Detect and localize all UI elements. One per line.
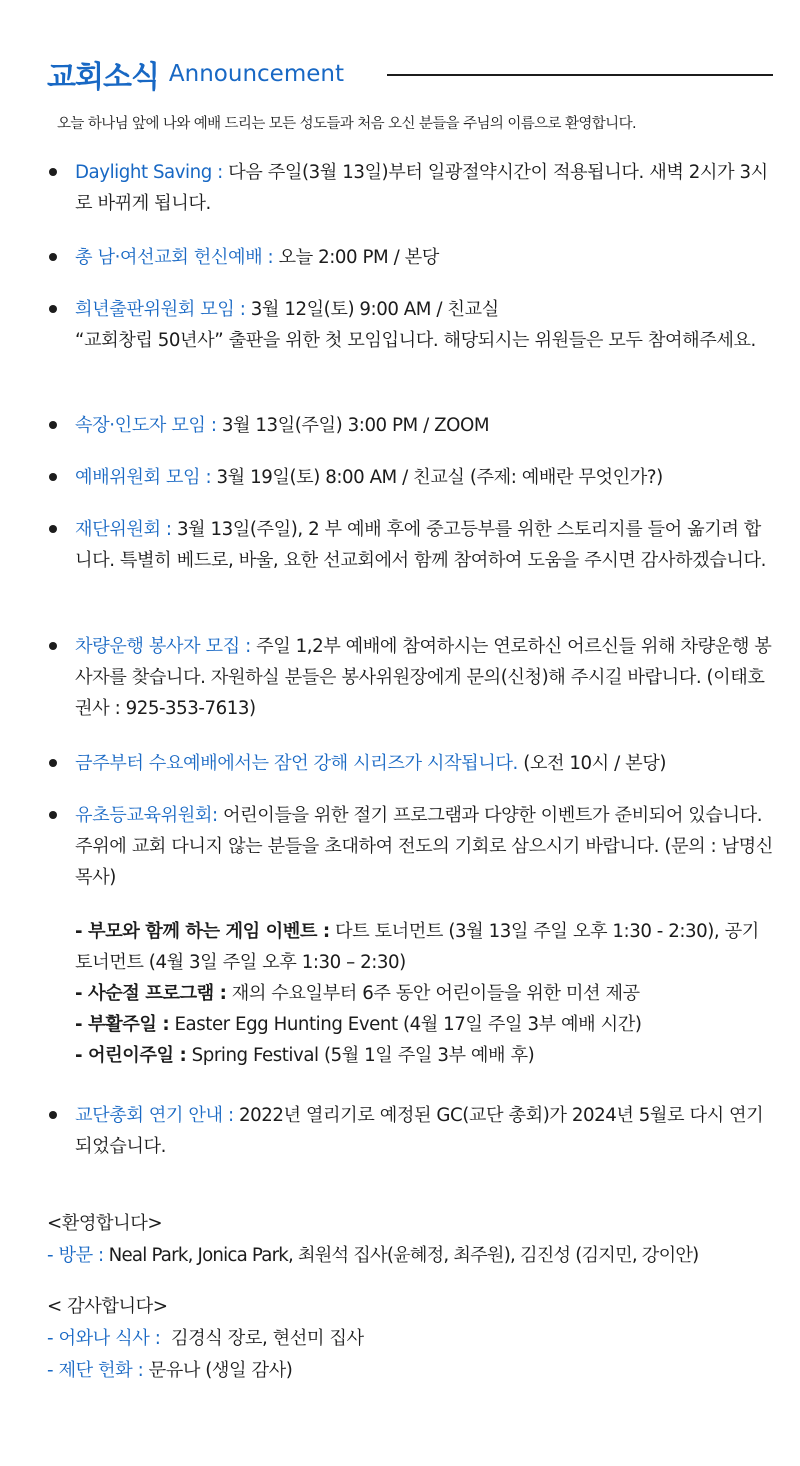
sub-item-label: - 부모와 함께 하는 게임 이벤트 : bbox=[75, 921, 330, 942]
announcement-item-driver-volunteers bbox=[75, 631, 775, 724]
item-label: 교단총회 연기 안내 : bbox=[75, 1105, 234, 1126]
item-text: 다음 주일(3월 13일)부터 일광절약시간이 적용됩니다. 새벽 2시가 3시로 바뀌게 됩니다. bbox=[75, 162, 768, 214]
title-korean: 교회소식 bbox=[47, 60, 159, 95]
announcement-item-general-conference bbox=[75, 1100, 775, 1162]
thanks-heading: < 감사합니다> bbox=[47, 1296, 168, 1317]
announcement-item-publication-committee bbox=[75, 294, 775, 356]
sub-item-text: 재의 수요일부터 6주 동안 어린이들을 위한 미션 제공 bbox=[226, 983, 640, 1004]
thanks-section bbox=[47, 1291, 787, 1387]
item-text: (오전 10시 / 본당) bbox=[517, 753, 666, 774]
sub-item-easter bbox=[75, 1009, 775, 1040]
welcome-heading: <환영합니다> bbox=[47, 1213, 163, 1234]
welcome-intro: 오늘 하나님 앞에 나와 예배 드리는 모든 성도들과 처음 오신 분들을 주님의 이름으로 환영합니다. bbox=[57, 116, 636, 132]
item-text: 3월 19일(토) 8:00 AM / 친교실 (주제: 예배란 무엇인가?) bbox=[211, 467, 663, 488]
item-text: 3월 13일(주일), 2 부 예배 후에 중고등부를 위한 스토리지를 들어 옮기려 합니다. 특별히 베드로, 바울, 요한 선교회에서 함께 참여하여 도움을 주시면 감사하겠습니다. bbox=[75, 519, 766, 571]
header-divider bbox=[387, 74, 773, 76]
item-text-detail: “교회창립 50년사” 출판을 위한 첫 모임입니다. 해당되시는 위원들은 모두 참여해주세요. bbox=[75, 330, 756, 351]
visitors-label: - 방문 : bbox=[47, 1245, 104, 1266]
item-text: 3월 13일(주일) 3:00 PM / ZOOM bbox=[216, 415, 490, 436]
flower-label: - 제단 헌화 : bbox=[47, 1360, 144, 1381]
item-text: 2022년 열리기로 예정된 GC(교단 총회)가 2024년 5월로 다시 연기되었습니다. bbox=[75, 1105, 764, 1157]
item-label: 차량운행 봉사자 모집 : bbox=[75, 636, 251, 657]
children-events-list bbox=[75, 916, 775, 1071]
flower-line bbox=[47, 1355, 787, 1387]
section-header bbox=[47, 52, 773, 96]
announcement-item-wednesday-service bbox=[75, 748, 775, 779]
item-label: 재단위원회 : bbox=[75, 519, 172, 540]
sub-item-text: Easter Egg Hunting Event (4월 17일 주일 3부 예배 시간) bbox=[169, 1014, 642, 1035]
flower-text: 문유나 (생일 감사) bbox=[143, 1360, 293, 1381]
item-label: 예배위원회 모임 : bbox=[75, 467, 212, 488]
sub-item-text: Spring Festival (5월 1일 주일 3부 예배 후) bbox=[186, 1045, 535, 1066]
visitors-text: Neal Park, Jonica Park, 최원석 집사(윤혜정, 최주원), 김진성 (김지민, 강이안) bbox=[103, 1245, 699, 1266]
meal-text: 김경식 장로, 현선미 집사 bbox=[160, 1328, 364, 1349]
item-text: 어린이들을 위한 절기 프로그램과 다양한 이벤트가 준비되어 있습니다. 주위에 교회 다니지 않는 분들을 초대하여 전도의 기회로 삼으시기 바랍니다. (문의 : 남명신 목사) bbox=[75, 805, 773, 888]
sub-item-lent-program bbox=[75, 978, 775, 1009]
item-label: 희년출판위원회 모임 : bbox=[75, 299, 246, 320]
item-text: 3월 12일(토) 9:00 AM / 친교실 bbox=[245, 299, 499, 320]
announcement-item-daylight-saving bbox=[75, 157, 775, 219]
announcement-item-class-leaders bbox=[75, 410, 775, 441]
sub-item-childrens-day bbox=[75, 1040, 775, 1071]
item-label: 금주부터 수요예배에서는 잠언 강해 시리즈가 시작됩니다. bbox=[75, 753, 518, 774]
announcement-item-dedication-service bbox=[75, 242, 775, 273]
meal-label: - 어와나 식사 : bbox=[47, 1328, 161, 1349]
sub-item-label: - 부활주일 : bbox=[75, 1014, 170, 1035]
item-label: 속장·인도자 모임 : bbox=[75, 415, 217, 436]
meal-line bbox=[47, 1323, 787, 1355]
item-text: 오늘 2:00 PM / 본당 bbox=[273, 247, 439, 268]
visitors-line bbox=[47, 1240, 787, 1272]
welcome-section bbox=[47, 1208, 787, 1272]
item-text: 주일 1,2부 예배에 참여하시는 연로하신 어르신들 위해 차량운행 봉사자를 찾습니다. 자원하실 분들은 봉사위원장에게 문의(신청)해 주시길 바랍니다. (이태호 권사 : 925-353-7613) bbox=[75, 636, 772, 719]
item-label: 총 남·여선교회 헌신예배 : bbox=[75, 247, 274, 268]
announcement-item-trustees bbox=[75, 514, 775, 576]
title-english: Announcement bbox=[168, 61, 344, 87]
sub-item-text: 다트 토너먼트 (3월 13일 주일 오후 1:30 - 2:30), 공기 토너먼트 (4월 3일 주일 오후 1:30 – 2:30) bbox=[75, 921, 759, 973]
sub-item-label: - 어린이주일 : bbox=[75, 1045, 187, 1066]
sub-item-game-event bbox=[75, 916, 775, 978]
announcement-item-worship-committee bbox=[75, 462, 775, 493]
sub-item-label: - 사순절 프로그램 : bbox=[75, 983, 227, 1004]
item-label: Daylight Saving : bbox=[75, 162, 223, 183]
announcement-item-children-education bbox=[75, 800, 775, 1071]
item-label: 유초등교육위원회: bbox=[75, 805, 218, 826]
